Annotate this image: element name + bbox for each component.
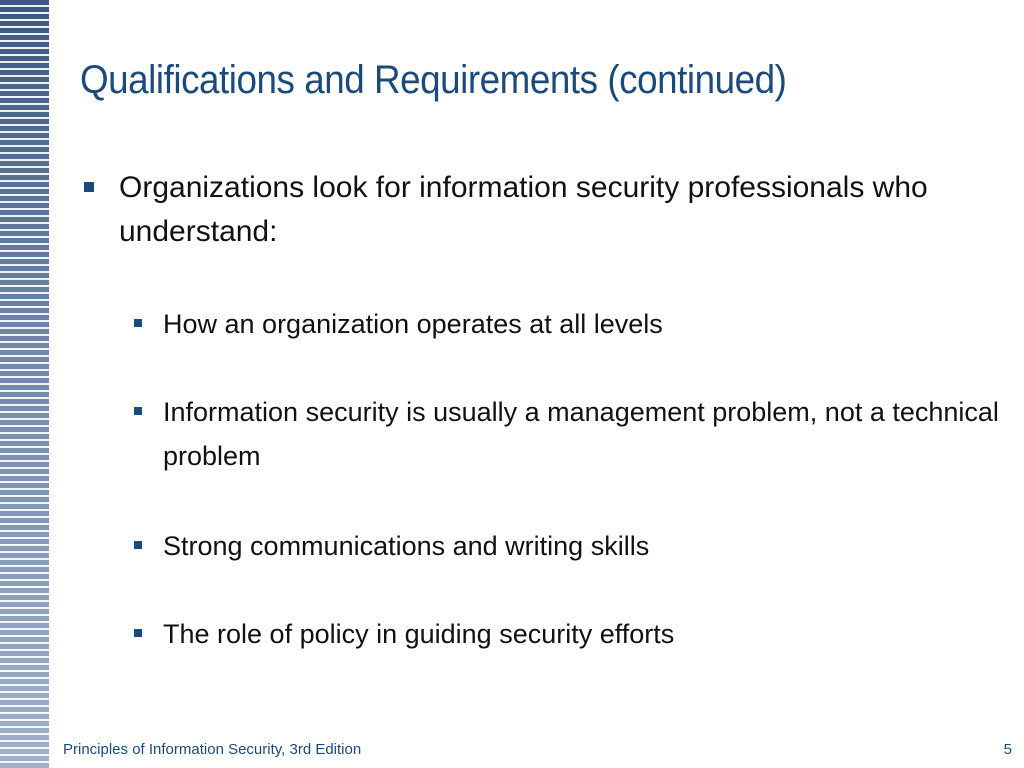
sub-bullet-text: Information security is usually a management problem, not a technical problem bbox=[163, 397, 999, 471]
square-bullet-icon bbox=[84, 182, 94, 192]
sub-bullet bbox=[134, 524, 1004, 568]
square-bullet-icon bbox=[134, 541, 142, 549]
slide-title: Qualifications and Requirements (continued) bbox=[80, 58, 787, 102]
square-bullet-icon bbox=[134, 319, 142, 327]
sub-bullet-text: Strong communications and writing skills bbox=[163, 531, 650, 561]
sub-bullet bbox=[134, 302, 1004, 346]
square-bullet-icon bbox=[134, 407, 142, 415]
sub-bullet-text: How an organization operates at all levels bbox=[163, 309, 663, 339]
main-bullet-text: Organizations look for information security professionals who understand: bbox=[119, 171, 928, 248]
footer-book-title: Principles of Information Security, 3rd Edition bbox=[63, 741, 362, 758]
main-bullet bbox=[84, 166, 984, 254]
sub-bullet bbox=[134, 612, 1004, 656]
decorative-stripe-bar bbox=[0, 0, 49, 768]
sub-bullet bbox=[134, 390, 1004, 478]
page-number: 5 bbox=[1003, 741, 1012, 758]
square-bullet-icon bbox=[134, 629, 142, 637]
sub-bullet-text: The role of policy in guiding security efforts bbox=[163, 619, 675, 649]
